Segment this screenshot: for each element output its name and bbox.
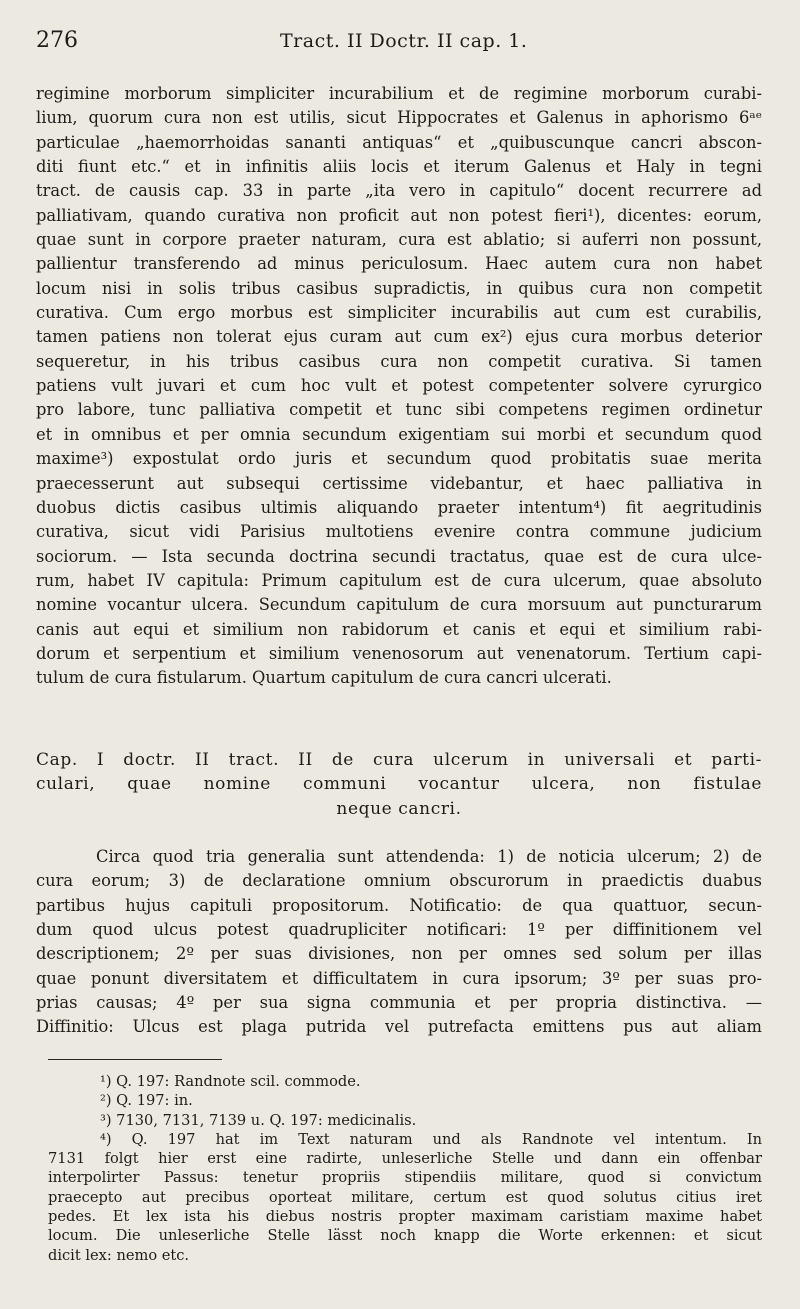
text-line: palliativam, quando curativa non proficit aut non potest fieri¹), dicentes: eorum, [36, 205, 762, 225]
text-line: regimine morborum simpliciter incurabilium et de regimine morborum curabi- [36, 84, 762, 103]
text-line: dorum et serpentium et similium venenosorum aut venenatorum. Tertium capi- [36, 643, 762, 663]
text-line: sequeretur, in his tribus casibus cura non competit curativa. Si tamen [36, 351, 762, 371]
footnote-rule [48, 1059, 222, 1060]
text-line: tamen patiens non tolerat ejus curam aut cum ex²) ejus cura morbus deterior [36, 327, 762, 347]
heading-line: culari, quae nomine communi vocantur ulcera, non fistulae [36, 774, 762, 795]
chapter-heading [36, 748, 762, 821]
text-line: tulum de cura fistularum. Quartum capitulum de cura cancri ulcerati. [36, 668, 612, 688]
text-line: canis aut equi et similium non rabidorum et canis et equi et similium rabi- [36, 619, 762, 639]
footnote-4-line: interpolirter Passus: tenetur propriis stipendiis militare, quod si convictum [48, 1169, 762, 1187]
running-head: Tract. II Doctr. II cap. 1. [280, 30, 528, 52]
text-line: lium, quorum cura non est utilis, sicut Hippocrates et Galenus in aphorismo 6ᵃᵉ [36, 108, 762, 128]
text-line: rum, habet IV capitula: Primum capitulum est de cura ulcerum, quae absoluto [36, 570, 762, 590]
heading-line: neque cancri. [336, 798, 462, 819]
footnote-4: ⁴) Q. 197 hat im Text naturam und als Randnote vel intentum. In [100, 1130, 762, 1148]
text-line: tract. de causis cap. 33 in parte „ita vero in capitulo“ docent recurrere ad [36, 181, 762, 201]
text-line: pallientur transferendo ad minus periculosum. Haec autem cura non habet [36, 254, 762, 274]
text-line: duobus dictis casibus ultimis aliquando praeter intentum⁴) fit aegritudinis [36, 497, 762, 517]
footnote-4-line: praecepto aut precibus oporteat militare, certum est quod solutus citius iret [48, 1188, 762, 1206]
text-line: nomine vocantur ulcera. Secundum capitulum de cura morsuum aut puncturarum [36, 595, 762, 615]
text-line: curativa. Cum ergo morbus est simpliciter incurabilis aut cum est curabilis, [36, 303, 762, 323]
text-line: quae ponunt diversitatem et difficultatem in cura ipsorum; 3º per suas pro- [36, 968, 762, 988]
text-line: quae sunt in corpore praeter naturam, cura est ablatio; si auferri non possunt, [36, 230, 762, 250]
footnote-4-line: pedes. Et lex ista his diebus nostris propter maximam caristiam maxime habet [48, 1208, 762, 1226]
text-line: praecesserunt aut subsequi certissime videbantur, et haec palliativa in [36, 473, 762, 493]
text-line: sociorum. — Ista secunda doctrina secundi tractatus, quae est de cura ulce- [36, 546, 762, 566]
text-line: maxime³) expostulat ordo juris et secundum quod probitatis suae merita [36, 449, 762, 469]
text-line: pro labore, tunc palliativa competit et tunc sibi competens regimen ordinetur [36, 400, 762, 420]
text-line: et in omnibus et per omnia secundum exigentiam sui morbi et secundum quod [36, 424, 762, 444]
footnote-4-line: dicit lex: nemo etc. [48, 1246, 190, 1264]
text-line: curativa, sicut vidi Parisius multotiens evenire contra commune judicium [36, 522, 762, 542]
text-line: partibus hujus capituli propositorum. Notificatio: de qua quattuor, secun- [36, 895, 762, 915]
text-line: diti fiunt etc.“ et in infinitis aliis locis et iterum Galenus et Haly in tegni [36, 157, 762, 177]
text-line: cura eorum; 3) de declaratione omnium obscurorum in praedictis duabus [36, 871, 762, 891]
text-line: patiens vult juvari et cum hoc vult et potest competenter solvere cyrurgico [36, 376, 762, 396]
footnote-2: ²) Q. 197: in. [100, 1092, 193, 1110]
text-line: descriptionem; 2º per suas divisiones, non per omnes sed solum per illas [36, 944, 762, 964]
text-line: locum nisi in solis tribus casibus supradictis, in quibus cura non competit [36, 278, 762, 298]
text-line: prias causas; 4º per sua signa communia et per propria distinctiva. — [36, 993, 762, 1013]
text-line: particulae „haemorrhoidas sananti antiquas“ et „quibuscunque cancri abscon- [36, 132, 762, 152]
text-line: Circa quod tria generalia sunt attendenda: 1) de noticia ulcerum; 2) de [96, 847, 762, 866]
text-line: dum quod ulcus potest quadrupliciter notificari: 1º per diffinitionem vel [36, 920, 762, 940]
footnote-4-line: 7131 folgt hier erst eine radirte, unleserliche Stelle und dann ein offenbar [48, 1150, 762, 1168]
footnote-3: ³) 7130, 7131, 7139 u. Q. 197: medicinalis. [100, 1111, 417, 1129]
page-number: 276 [36, 28, 78, 53]
text-line: Diffinitio: Ulcus est plaga putrida vel putrefacta emittens pus aut aliam [36, 1017, 762, 1037]
footnote-1: ¹) Q. 197: Randnote scil. commode. [100, 1073, 361, 1090]
footnote-4-line: locum. Die unleserliche Stelle lässt noch knapp die Worte erkennen: et sicut [48, 1227, 762, 1245]
page-header [36, 28, 760, 58]
footnotes [48, 1072, 762, 1265]
main-text [36, 82, 762, 691]
heading-line: Cap. I doctr. II tract. II de cura ulcerum in universali et parti- [36, 750, 762, 770]
chapter-text [36, 845, 762, 1040]
